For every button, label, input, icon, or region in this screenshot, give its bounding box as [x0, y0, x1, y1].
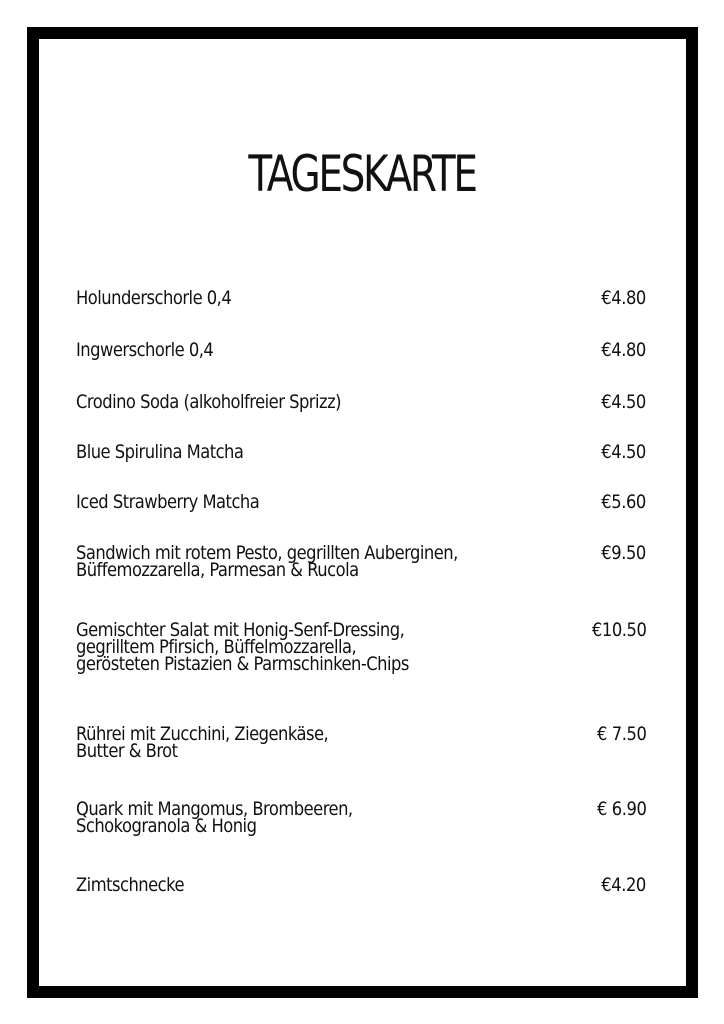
menu-item-name: Ingwerschorle 0,4: [76, 339, 214, 361]
menu-item-name: Iced Strawberry Matcha: [76, 491, 260, 513]
menu-item-name: Rührei mit Zucchini, Ziegenkäse, Butter & Brot: [76, 723, 329, 762]
menu-item-price: €4.20: [601, 874, 646, 896]
menu-item-price: €5.60: [601, 491, 646, 513]
menu-item-price: €4.80: [601, 287, 646, 309]
menu-item-price: €9.50: [601, 542, 646, 564]
menu-item-name: Zimtschnecke: [76, 874, 185, 896]
menu-item-name: Gemischter Salat mit Honig-Senf-Dressing, gegrilltem Pfirsich, Büffelmozzarella, gerösteten Pistazien & Parmschinken-Chips: [76, 619, 409, 675]
menu-item-price: € 7.50: [596, 723, 646, 745]
menu-item-name: Crodino Soda (alkoholfreier Sprizz): [76, 391, 342, 413]
menu-item-name: Sandwich mit rotem Pesto, gegrillten Auberginen, Büffemozzarella, Parmesan & Rucola: [76, 542, 458, 581]
menu-item-price: €4.50: [601, 441, 646, 463]
menu-item-name: Quark mit Mangomus, Brombeeren, Schokogranola & Honig: [76, 798, 353, 837]
menu-item-name: Holunderschorle 0,4: [76, 287, 232, 309]
menu-item-price: € 6.90: [596, 798, 646, 820]
menu-item-price: €4.80: [601, 339, 646, 361]
menu-item-name: Blue Spirulina Matcha: [76, 441, 244, 463]
menu-item-price: €4.50: [601, 391, 646, 413]
menu-title: TAGESKARTE: [248, 145, 476, 203]
menu-item-price: €10.50: [591, 619, 646, 641]
